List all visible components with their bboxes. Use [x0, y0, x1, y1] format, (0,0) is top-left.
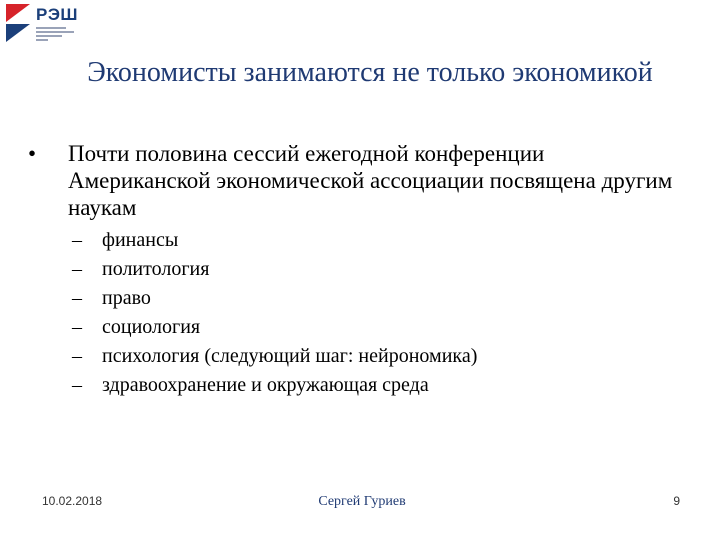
list-item: [72, 373, 672, 402]
dash-marker: –: [72, 316, 82, 338]
list-item-text: здравоохранение и окружающая среда: [102, 374, 429, 396]
footer-date: 10.02.2018: [42, 494, 103, 508]
bullet-marker: •: [28, 141, 37, 166]
list-item-text: право: [102, 287, 151, 309]
dash-marker: –: [72, 374, 82, 396]
sub-list: [72, 228, 672, 402]
bullet-text: Почти половина сессий ежегодной конференции Американской экономической ассоциации посвящена другим наукам: [68, 141, 673, 220]
list-item-text: психология (следующий шаг: нейрономика): [102, 345, 478, 367]
list-item-text: политология: [102, 258, 210, 280]
logo-mark-icon: [4, 2, 34, 44]
logo-subtitle: [36, 27, 76, 43]
footer-author: Сергей Гуриев: [318, 494, 406, 509]
list-item: [72, 257, 672, 286]
nes-logo: [4, 2, 79, 46]
dash-marker: –: [72, 258, 82, 280]
list-item: [72, 344, 672, 373]
list-item: [72, 315, 672, 344]
list-item: [72, 286, 672, 315]
list-item-text: социология: [102, 316, 201, 338]
page-number: 9: [673, 494, 680, 508]
logo-text: РЭШ: [36, 5, 79, 24]
dash-marker: –: [72, 345, 82, 367]
list-item-text: финансы: [102, 229, 179, 251]
slide-title: Экономисты занимаются не только экономикой: [87, 57, 653, 88]
list-item: [72, 228, 672, 257]
dash-marker: –: [72, 229, 82, 251]
dash-marker: –: [72, 287, 82, 309]
